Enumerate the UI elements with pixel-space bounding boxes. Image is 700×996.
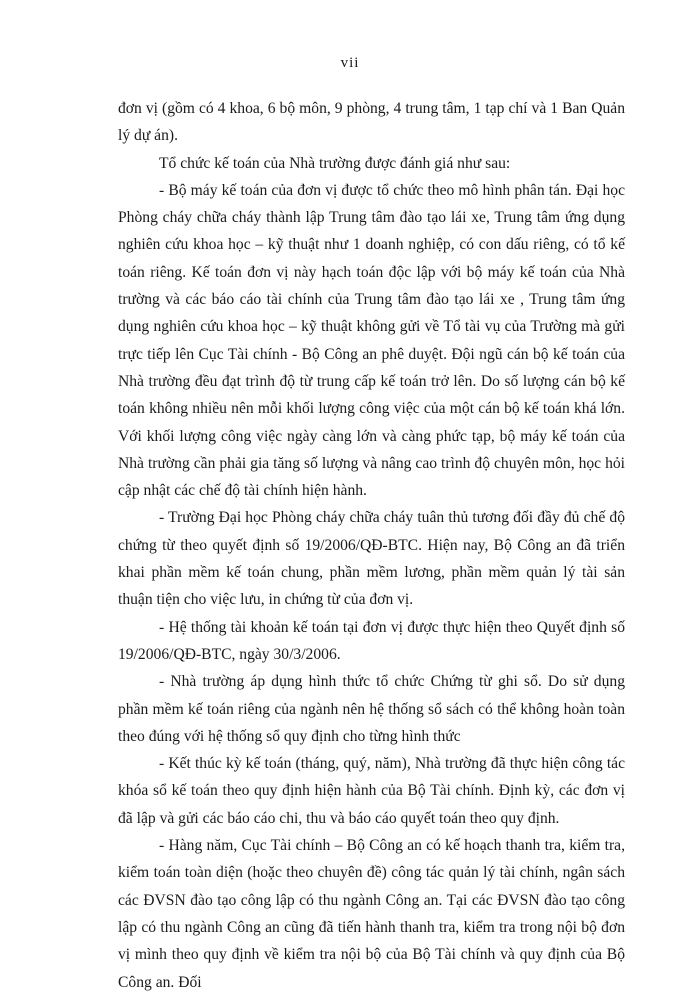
paragraph-continuation: đơn vị (gồm có 4 khoa, 6 bộ môn, 9 phòng, 4 trung tâm, 1 tạp chí và 1 Ban Quản lý dự án).	[118, 100, 625, 145]
paragraph-intro: Tổ chức kế toán của Nhà trường được đánh giá như sau:	[159, 154, 511, 172]
paragraph-accounting-apparatus: - Bộ máy kế toán của đơn vị được tổ chức theo mô hình phân tán. Đại học Phòng cháy chữa cháy thành lập Trung tâm đào tạo lái xe, Trung tâm ứng dụng nghiên cứu khoa học – kỹ thuật như 1 doanh nghiệp, có con dấu riêng, có tổ kế toán riêng. Kế toán đơn vị này hạch toán độc lập với bộ máy kế toán của Nhà trường và các báo cáo tài chính của Trung tâm đào tạo lái xe , Trung tâm ứng dụng nghiên cứu khoa học – kỹ thuật không gửi về Tổ tài vụ của Trường mà gửi trực tiếp lên Cục Tài chính - Bộ Công an phê duyệt. Đội ngũ cán bộ kế toán của Nhà trường đều đạt trình độ từ trung cấp kế toán trở lên. Do số lượng cán bộ kế toán không nhiều nên mỗi khối lượng công việc của một cán bộ kế toán khá lớn. Với khối lượng công việc ngày càng lớn và càng phức tạp, bộ máy kế toán của Nhà trường cần phải gia tăng số lượng và nâng cao trình độ chuyên môn, học hỏi cập nhật các chế độ tài chính hiện hành.	[118, 181, 625, 500]
paragraph-bookkeeping-form: - Nhà trường áp dụng hình thức tổ chức Chứng từ ghi sổ. Do sử dụng phần mềm kế toán riêng của ngành nên hệ thống sổ sách có thể không hoàn toàn theo đúng với hệ thống sổ quy định cho từng hình thức	[118, 673, 625, 745]
paragraph-inspection: - Hàng năm, Cục Tài chính – Bộ Công an có kế hoạch thanh tra, kiểm tra, kiểm toán toàn diện (hoặc theo chuyên đề) công tác quản lý tài chính, ngân sách các ĐVSN đào tạo công lập có thu ngành Công an. Tại các ĐVSN đào tạo công lập có thu ngành Công an cũng đã tiến hành thanh tra, kiểm tra trong nội bộ đơn vị mình theo quy định về kiểm tra nội bộ của Bộ Tài chính và quy định của Bộ Công an. Đối	[118, 837, 625, 991]
paragraph-accounts-system: - Hệ thống tài khoản kế toán tại đơn vị được thực hiện theo Quyết định số 19/2006/QĐ-BTC, ngày 30/3/2006.	[118, 618, 625, 663]
paragraph-vouchers: - Trường Đại học Phòng cháy chữa cháy tuân thủ tương đối đầy đủ chế độ chứng từ theo quyết định số 19/2006/QĐ-BTC. Hiện nay, Bộ Công an đã triển khai phần mềm kế toán chung, phần mềm lương, phần mềm quản lý tài sản thuận tiện cho việc lưu, in chứng từ của đơn vị.	[118, 509, 625, 609]
paragraph-period-closing: - Kết thúc kỳ kế toán (tháng, quý, năm), Nhà trường đã thực hiện công tác khóa sổ kế toán theo quy định hiện hành của Bộ Tài chính. Định kỳ, các đơn vị đã lập và gửi các báo cáo chi, thu và báo cáo quyết toán theo quy định.	[118, 755, 625, 827]
page-number: vii	[340, 55, 360, 71]
body-text	[118, 95, 625, 996]
